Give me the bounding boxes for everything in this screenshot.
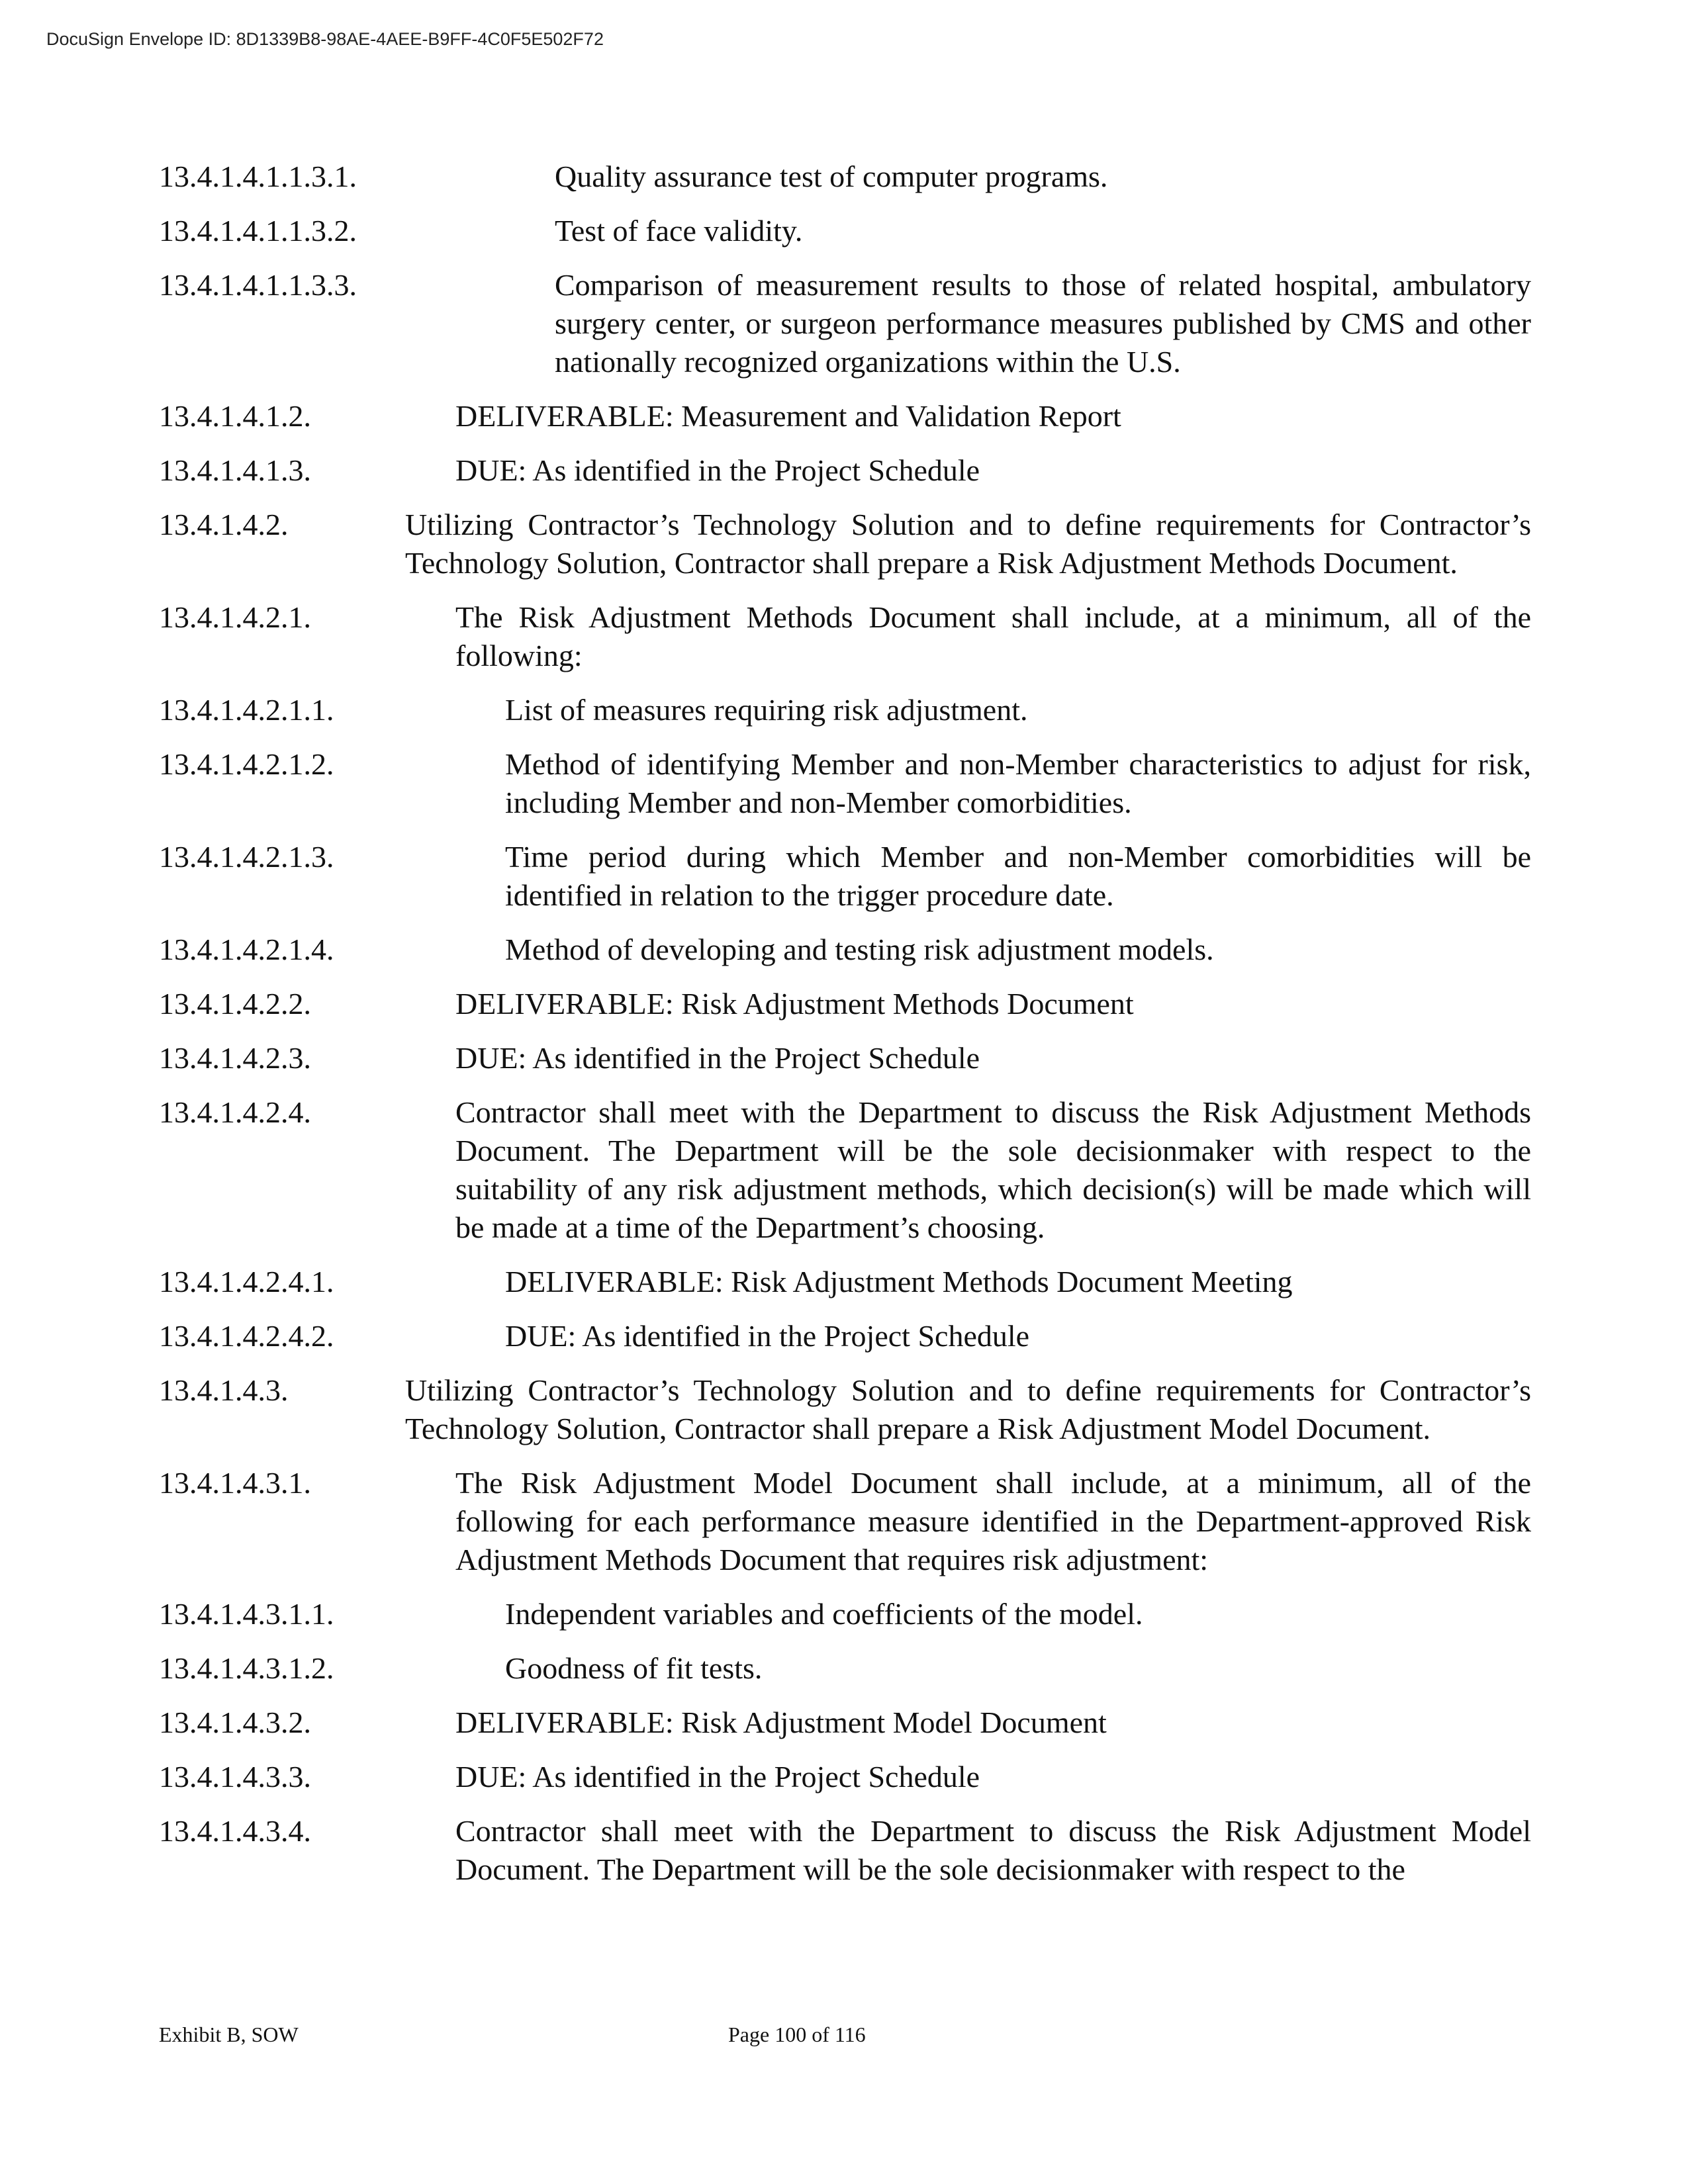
clause-text: DELIVERABLE: Risk Adjustment Methods Document Meeting bbox=[505, 1265, 1293, 1298]
clause-text: Utilizing Contractor’s Technology Solution and to define requirements for Contractor’s Technology Solution, Contractor shall prepare a Risk Adjustment Model Document. bbox=[405, 1373, 1531, 1445]
clause-number: 13.4.1.4.3.1.1. bbox=[159, 1597, 334, 1631]
clause bbox=[0, 1371, 1688, 1448]
clause-text: Contractor shall meet with the Department to discuss the Risk Adjustment Methods Document. The Department will be the sole decisionmaker with respect to the suitability of any risk adjustment methods, which decision(s) will be made which will be made at a time of the Department’s choosing. bbox=[455, 1095, 1531, 1244]
clause bbox=[0, 1812, 1688, 1889]
clause-text: DUE: As identified in the Project Schedule bbox=[455, 453, 980, 487]
clause-number: 13.4.1.4.2. bbox=[159, 508, 289, 541]
clause-text: Independent variables and coefficients of the model. bbox=[505, 1597, 1143, 1631]
clause bbox=[0, 691, 1688, 729]
clause bbox=[0, 745, 1688, 822]
clause bbox=[0, 1093, 1688, 1247]
clause bbox=[0, 397, 1688, 435]
clause bbox=[0, 1039, 1688, 1077]
clause-number: 13.4.1.4.2.1.2. bbox=[159, 747, 334, 781]
clause-number: 13.4.1.4.2.4. bbox=[159, 1095, 311, 1129]
clause-text: Test of face validity. bbox=[555, 214, 803, 248]
clause-text: Method of developing and testing risk adjustment models. bbox=[505, 933, 1214, 966]
footer-exhibit-label: Exhibit B, SOW bbox=[159, 2023, 299, 2046]
clause bbox=[0, 451, 1688, 490]
clause-text: DUE: As identified in the Project Schedule bbox=[455, 1041, 980, 1075]
clause-number: 13.4.1.4.2.1.3. bbox=[159, 840, 334, 874]
clause-number: 13.4.1.4.3.1.2. bbox=[159, 1651, 334, 1685]
clause-text: DUE: As identified in the Project Schedule bbox=[455, 1760, 980, 1794]
clause-text: Quality assurance test of computer programs. bbox=[555, 159, 1108, 193]
clause-text: Method of identifying Member and non-Member characteristics to adjust for risk, including Member and non-Member comorbidities. bbox=[505, 747, 1531, 819]
clause bbox=[0, 1263, 1688, 1301]
clause-number: 13.4.1.4.2.3. bbox=[159, 1041, 311, 1075]
clause-text: DELIVERABLE: Risk Adjustment Model Document bbox=[455, 1706, 1107, 1739]
clause-number: 13.4.1.4.2.1.1. bbox=[159, 693, 334, 727]
clause-text: The Risk Adjustment Methods Document shall include, at a minimum, all of the following: bbox=[455, 600, 1531, 672]
clause bbox=[0, 985, 1688, 1023]
footer-page-number: Page 100 of 116 bbox=[728, 2023, 866, 2046]
clause bbox=[0, 158, 1688, 196]
clause-number: 13.4.1.4.3.3. bbox=[159, 1760, 311, 1794]
clause-text: DUE: As identified in the Project Schedule bbox=[505, 1319, 1030, 1353]
clause-number: 13.4.1.4.2.1.4. bbox=[159, 933, 334, 966]
clause-text: DELIVERABLE: Risk Adjustment Methods Document bbox=[455, 987, 1134, 1021]
clause-number: 13.4.1.4.2.4.1. bbox=[159, 1265, 334, 1298]
clause-number: 13.4.1.4.1.1.3.2. bbox=[159, 214, 357, 248]
clause-text: The Risk Adjustment Model Document shall include, at a minimum, all of the following for each performance measure identified in the Department-approved Risk Adjustment Methods Document that requires risk adjustment: bbox=[455, 1466, 1531, 1576]
clause bbox=[0, 1464, 1688, 1579]
clause bbox=[0, 506, 1688, 582]
clause bbox=[0, 1704, 1688, 1742]
clause bbox=[0, 598, 1688, 675]
clause bbox=[0, 266, 1688, 381]
clause-number: 13.4.1.4.1.3. bbox=[159, 453, 311, 487]
clause-text: Comparison of measurement results to those of related hospital, ambulatory surgery center, or surgeon performance measures published by CMS and other nationally recognized organizations within the U.S. bbox=[555, 268, 1531, 379]
clause-number: 13.4.1.4.3. bbox=[159, 1373, 289, 1407]
clause bbox=[0, 1758, 1688, 1796]
clause-text: Contractor shall meet with the Department to discuss the Risk Adjustment Model Document. The Department will be the sole decisionmaker with respect to the bbox=[455, 1814, 1531, 1886]
clause-text: Goodness of fit tests. bbox=[505, 1651, 763, 1685]
clause-number: 13.4.1.4.1.1.3.1. bbox=[159, 159, 357, 193]
clause bbox=[0, 838, 1688, 915]
clause bbox=[0, 1317, 1688, 1355]
clause-number: 13.4.1.4.2.1. bbox=[159, 600, 311, 634]
clause bbox=[0, 1595, 1688, 1633]
clause bbox=[0, 931, 1688, 969]
clause-text: DELIVERABLE: Measurement and Validation Report bbox=[455, 399, 1121, 433]
clause-text: Time period during which Member and non-Member comorbidities will be identified in relation to the trigger procedure date. bbox=[505, 840, 1531, 912]
docusign-envelope-id: DocuSign Envelope ID: 8D1339B8-98AE-4AEE-B9FF-4C0F5E502F72 bbox=[46, 29, 604, 49]
clause-number: 13.4.1.4.3.2. bbox=[159, 1706, 311, 1739]
clause-text: List of measures requiring risk adjustment. bbox=[505, 693, 1028, 727]
clause-number: 13.4.1.4.1.1.3.3. bbox=[159, 268, 357, 302]
clause-number: 13.4.1.4.2.2. bbox=[159, 987, 311, 1021]
clause-number: 13.4.1.4.3.1. bbox=[159, 1466, 311, 1500]
clause-number: 13.4.1.4.2.4.2. bbox=[159, 1319, 334, 1353]
clause-text: Utilizing Contractor’s Technology Solution and to define requirements for Contractor’s Technology Solution, Contractor shall prepare a Risk Adjustment Methods Document. bbox=[405, 508, 1531, 580]
clause-number: 13.4.1.4.3.4. bbox=[159, 1814, 311, 1848]
clause bbox=[0, 212, 1688, 250]
clause-number: 13.4.1.4.1.2. bbox=[159, 399, 311, 433]
document-body bbox=[0, 158, 1688, 1905]
clause bbox=[0, 1649, 1688, 1688]
